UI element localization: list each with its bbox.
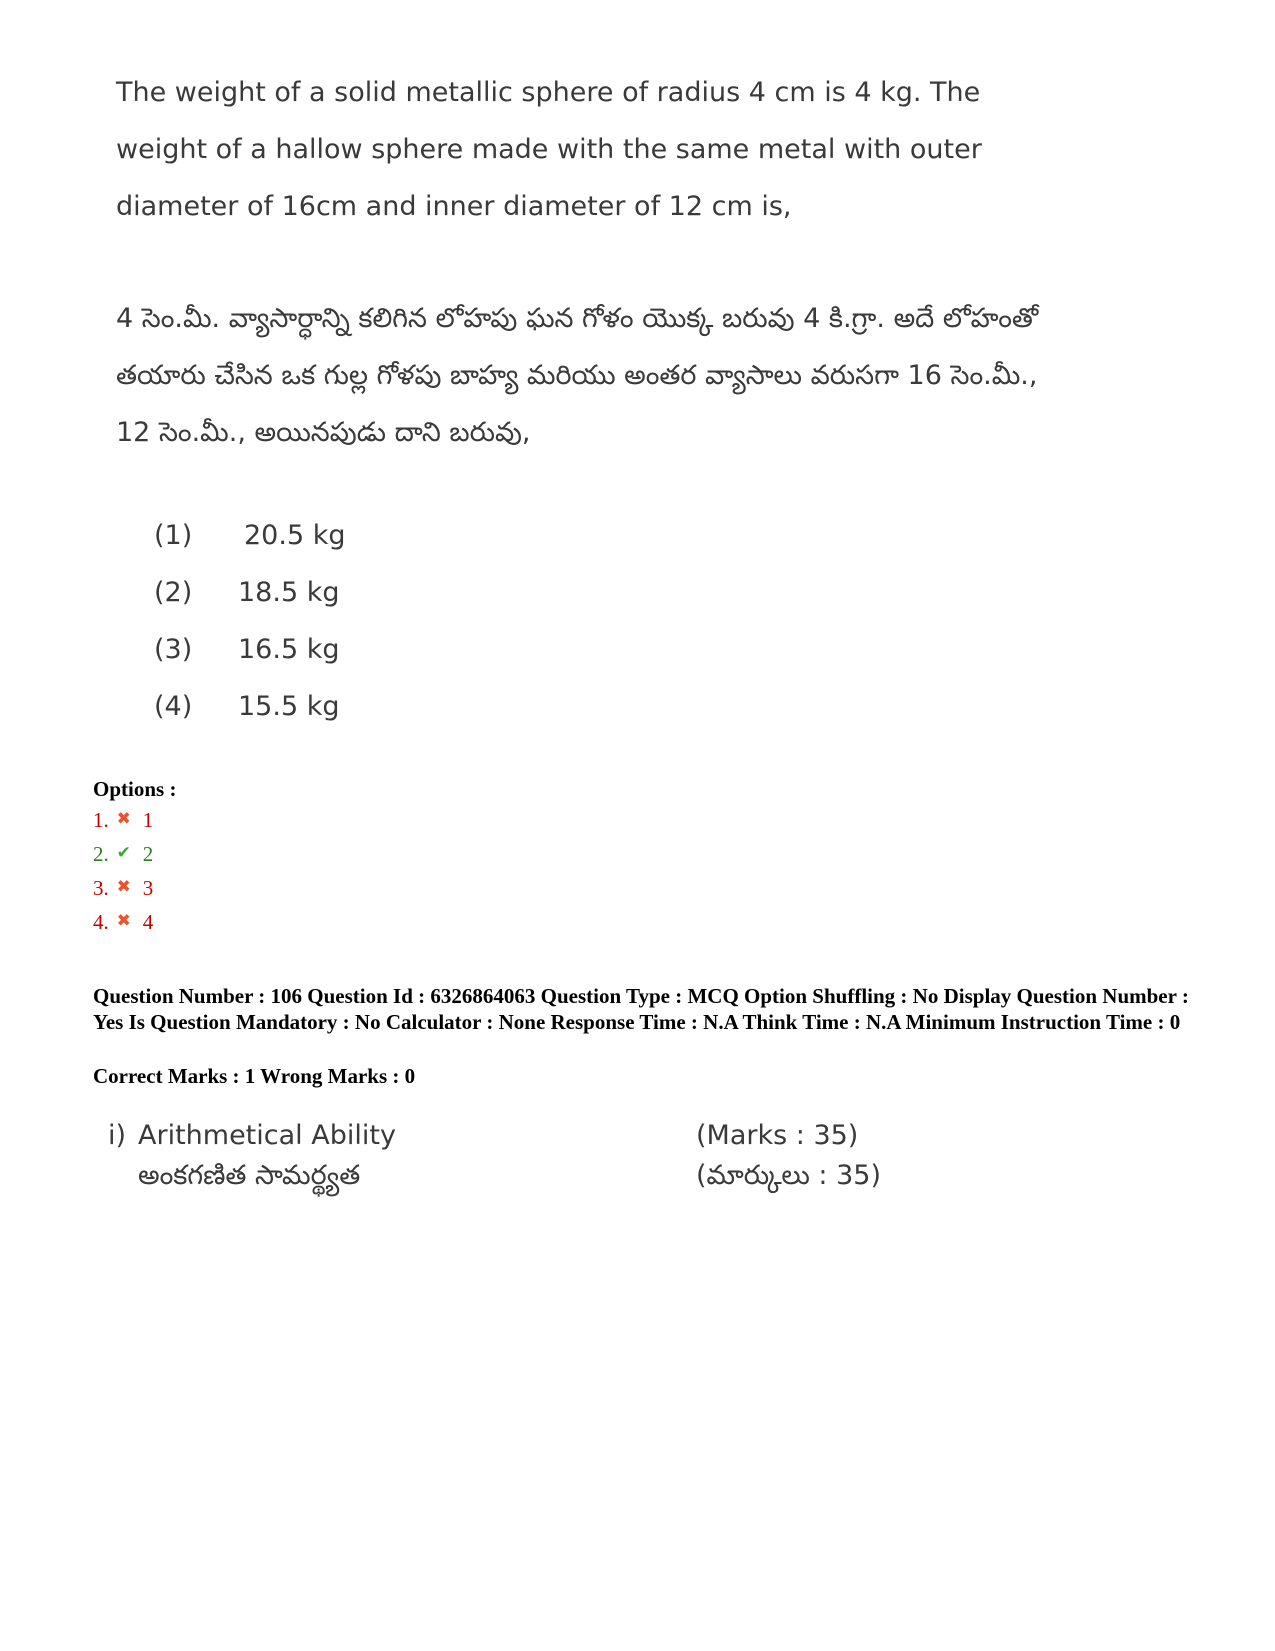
check-icon: ✔ [116, 843, 131, 862]
choice-value: 16.5 kg [238, 634, 340, 665]
option-2 [93, 842, 153, 870]
question-text-telugu: 4 సెం.మీ. వ్యాసార్ధాన్ని కలిగిన లోహపు ఘన గోళం యొక్క బరువు 4 కి.గ్రా. అదే లోహంతో తయారు చేసిన ఒక గుల్ల గోళపు బాహ్య మరియు అంతర వ్యాసాలు వరుసగా 16 సెం.మీ., 12 సెం.మీ., అయినపుడు దాని బరువు, [116, 303, 1039, 448]
choice-value: 20.5 kg [244, 520, 346, 551]
section-title-english: Arithmetical Ability [138, 1120, 396, 1151]
choice-number: (4) [154, 691, 193, 722]
section-marks-english: (Marks : 35) [696, 1120, 859, 1151]
section-prefix: i) [108, 1120, 127, 1151]
question-text-english: The weight of a solid metallic sphere of radius 4 cm is 4 kg. The weight of a hallow sphere made with the same metal with outer diameter of 16cm and inner diameter of 12 cm is, [116, 77, 982, 222]
choice-value: 15.5 kg [238, 691, 340, 722]
option-label: 1 [142, 808, 154, 832]
option-index: 1. [93, 808, 109, 832]
section-title-telugu: అంకగణిత సామర్థ్యత [138, 1160, 361, 1191]
option-label: 3 [142, 876, 154, 900]
options-heading: Options : [93, 777, 177, 801]
option-index: 4. [93, 910, 109, 934]
option-index: 3. [93, 876, 109, 900]
section-marks-telugu: (మార్కులు : 35) [696, 1160, 881, 1191]
marks-info: Correct Marks : 1 Wrong Marks : 0 [93, 1064, 416, 1088]
option-index: 2. [93, 842, 109, 866]
option-1 [93, 808, 153, 836]
option-label: 2 [142, 842, 154, 866]
cross-icon: ✖ [116, 809, 131, 828]
choice-number: (1) [154, 520, 193, 551]
cross-icon: ✖ [116, 911, 131, 930]
cross-icon: ✖ [116, 877, 131, 896]
option-3 [93, 876, 153, 904]
choice-value: 18.5 kg [238, 577, 340, 608]
question-metadata: Question Number : 106 Question Id : 6326864063 Question Type : MCQ Option Shuffling : No Display Question Number : Yes Is Question Mandatory : No Calculator : None Response Time : N.A Think Time : N.A Minimum Instruction Time : 0 [93, 984, 1189, 1034]
choice-number: (3) [154, 634, 193, 665]
option-label: 4 [142, 910, 154, 934]
choice-number: (2) [154, 577, 193, 608]
option-4 [93, 910, 153, 938]
